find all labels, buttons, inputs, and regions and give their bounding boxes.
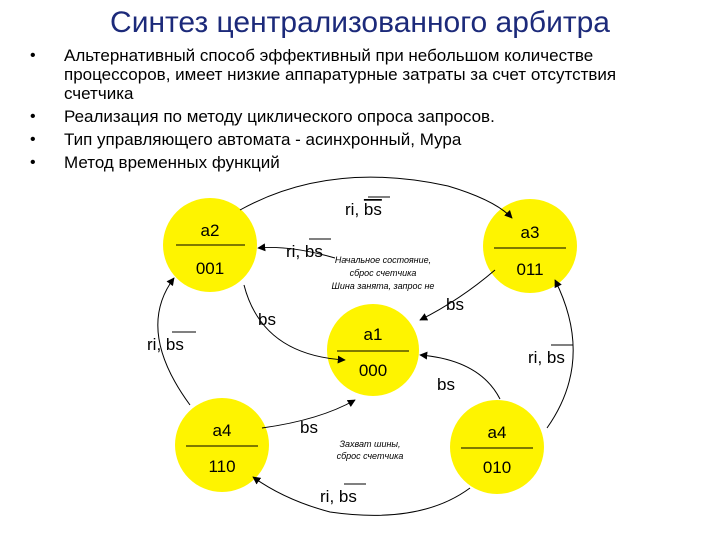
state-a4-right-circle <box>450 400 544 494</box>
arrow-a4r-a4l <box>253 477 470 515</box>
note-initial-line3: Шина занята, запрос не <box>331 281 435 291</box>
bullet-item: • Реализация по методу циклического опроса запросов. <box>30 107 670 126</box>
bullet-item: • Альтернативный способ эффективный при небольшом количестве процессоров, имеет низкие аппаратурные затраты за счет отсутствия счетчика <box>30 46 670 103</box>
note-capture <box>337 439 404 461</box>
label-a4r-a4l <box>320 484 366 506</box>
bullet-item: • Метод временных функций <box>30 153 670 172</box>
label-a2-a1: bs <box>258 310 276 329</box>
note-initial-state <box>332 255 435 291</box>
state-a4-right <box>450 400 544 494</box>
state-a2-code: 001 <box>195 259 225 278</box>
label-a2-a3 <box>345 197 390 219</box>
state-a3-name: a3 <box>520 223 540 242</box>
note-capture-line2: сброс счетчика <box>336 451 404 461</box>
label-a2-a3-text: ri, bs <box>345 200 382 219</box>
bullet-item: • Тип управляющего автомата - асинхронный, Мура <box>30 130 670 149</box>
label-a4l-a2 <box>147 332 196 354</box>
state-a1-circle <box>327 304 419 396</box>
state-a4-right-code: 010 <box>482 458 512 477</box>
label-a4l-a1: bs <box>300 418 318 437</box>
label-a4r-a3 <box>528 345 573 367</box>
state-a1-code: 000 <box>358 361 388 380</box>
state-a1-name: a1 <box>363 325 383 344</box>
note-initial-line2: сброс счетчика <box>349 268 417 278</box>
label-a1-a2 <box>286 239 331 261</box>
state-a3-code: 011 <box>516 260 544 279</box>
label-a4l-a2-text: ri, bs <box>147 335 184 354</box>
label-a4r-a3-text: ri, bs <box>528 348 565 367</box>
label-a1-a4r: bs <box>437 375 455 394</box>
state-a2 <box>163 198 257 292</box>
note-initial-line1: Начальное состояние, <box>334 255 432 265</box>
state-a4-right-name: a4 <box>487 423 507 442</box>
state-a3 <box>483 199 577 293</box>
state-a4-left-name: a4 <box>212 421 232 440</box>
slide-title: Синтез централизованного арбитра <box>110 6 610 39</box>
state-a2-name: a2 <box>200 221 220 240</box>
state-a1 <box>327 304 419 396</box>
arrow-a1-a4r <box>420 355 500 399</box>
label-a3-a1: bs <box>446 295 464 314</box>
note-capture-line1: Захват шины, <box>339 439 401 449</box>
state-a4-left-code: 110 <box>208 457 236 476</box>
label-a1-a2-text: ri, bs <box>286 242 323 261</box>
label-a4r-a4l-text: ri, bs <box>320 487 357 506</box>
